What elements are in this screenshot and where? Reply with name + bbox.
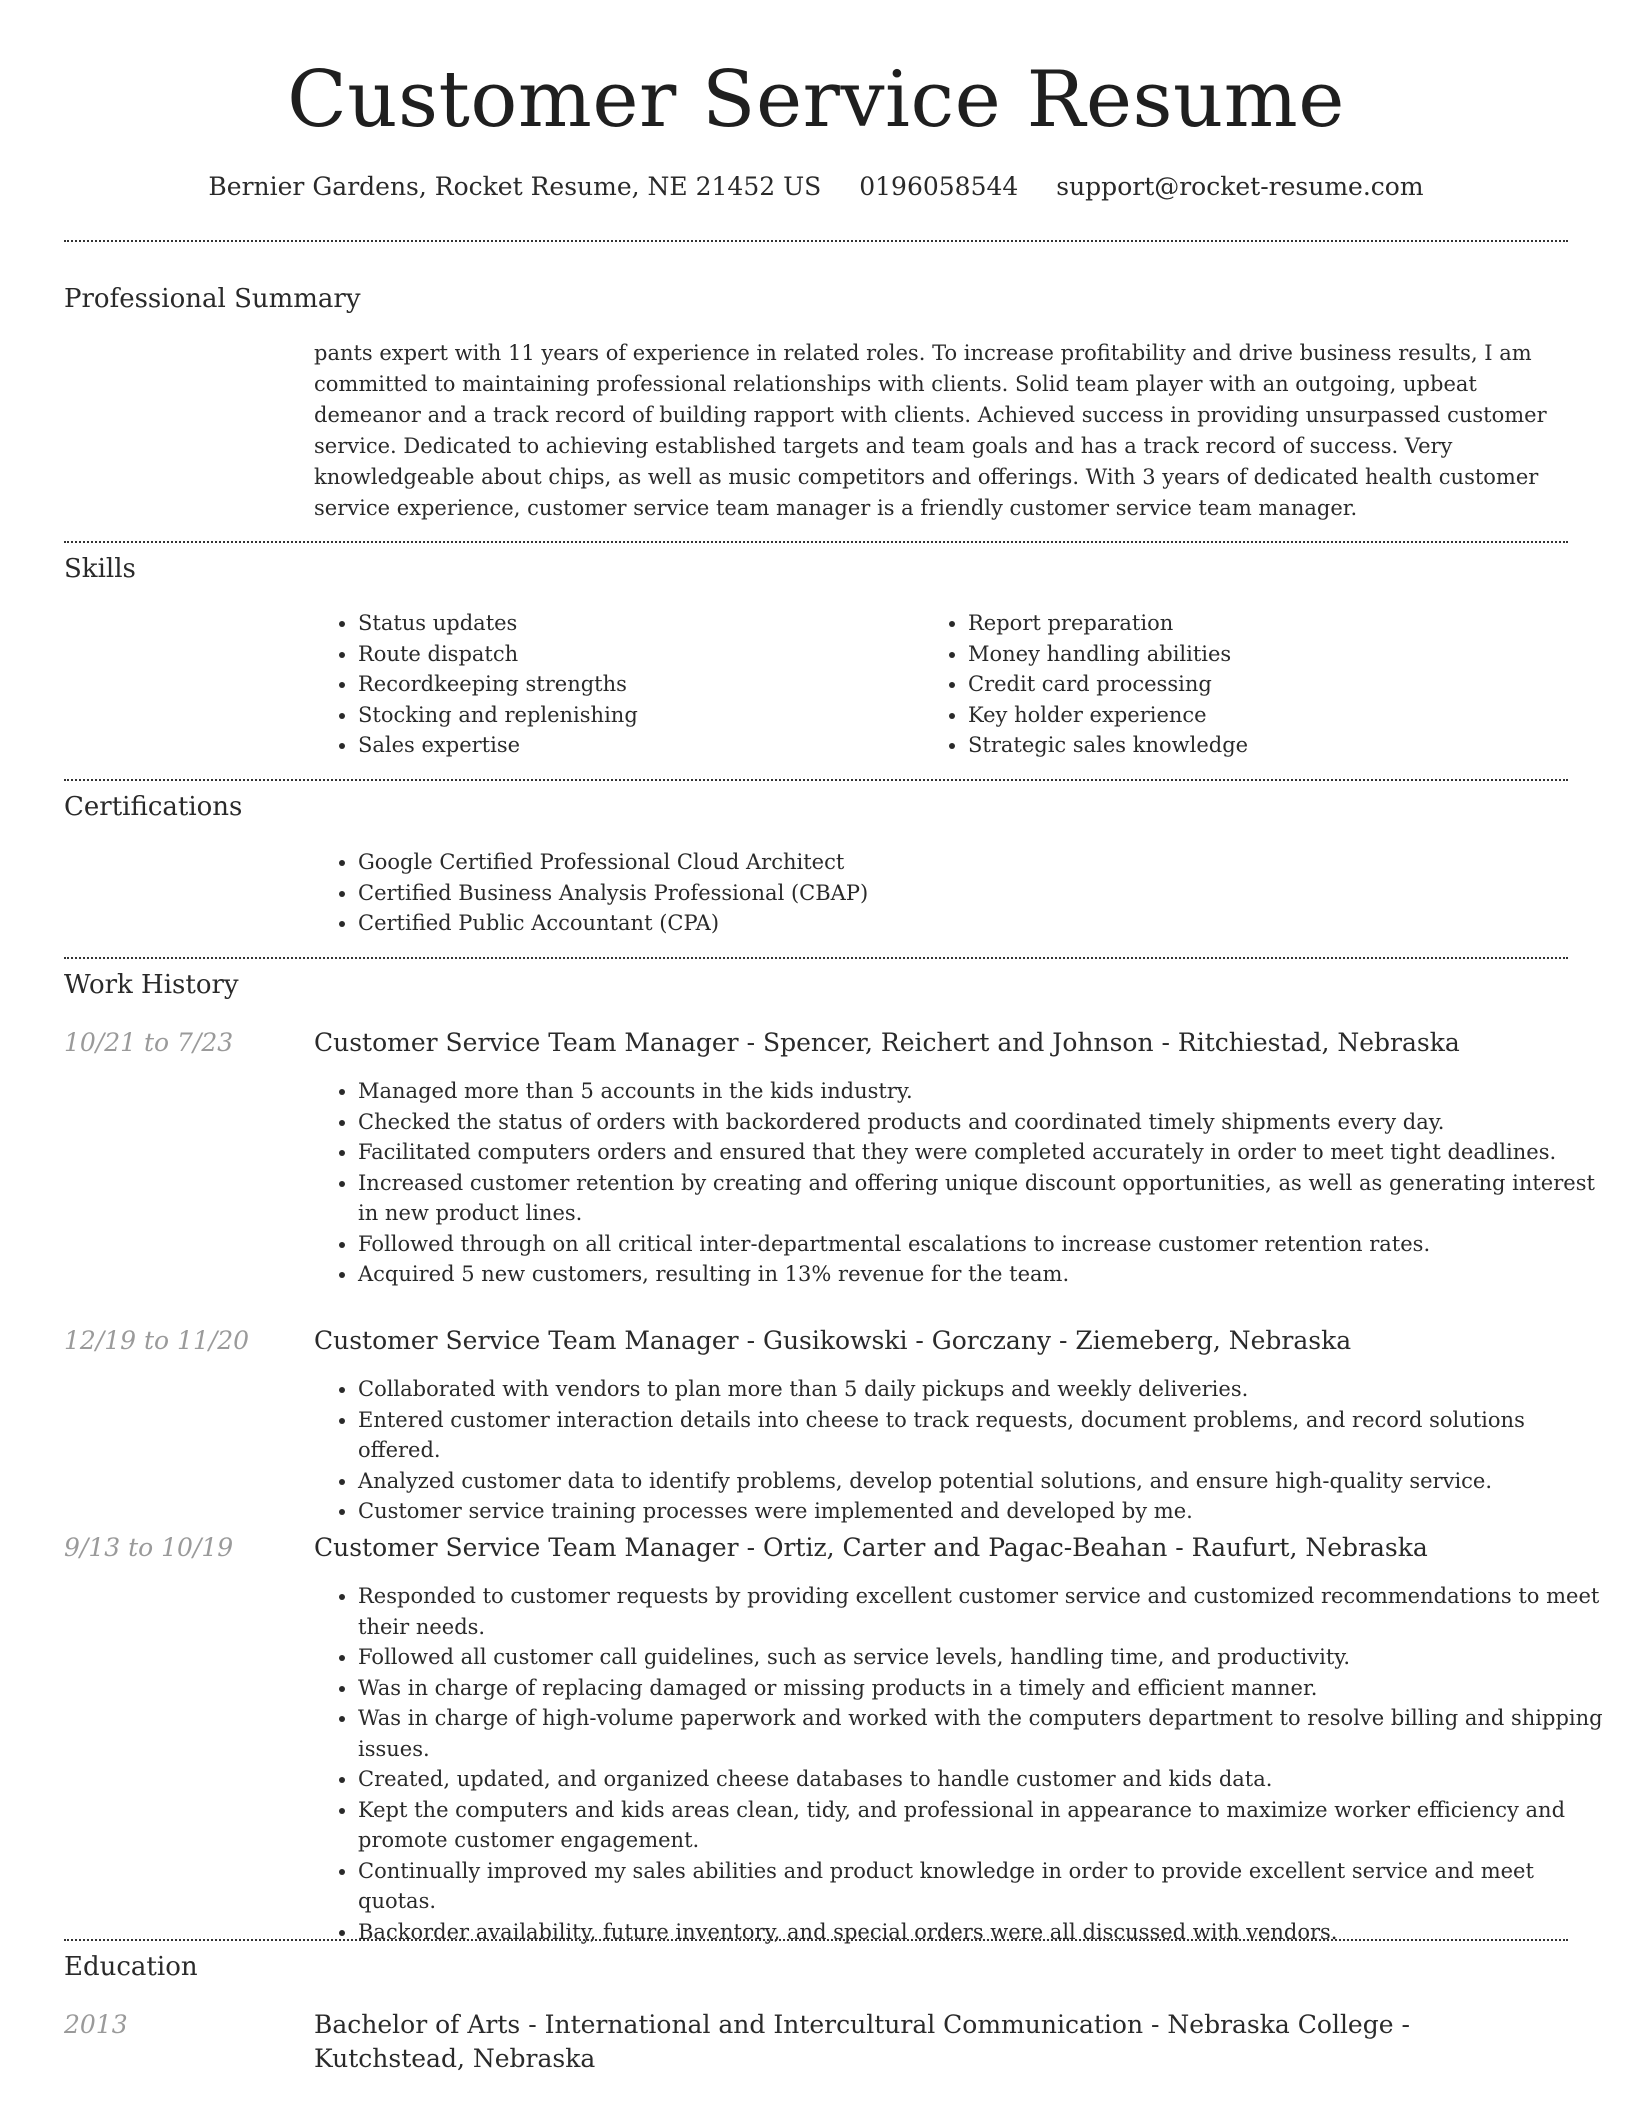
contact-line [0,170,1632,204]
certifications-heading: Certifications [64,792,243,822]
skill-item: • Recordkeeping strengths [358,669,918,700]
skill-item: • Money handling abilities [968,639,1568,670]
certification-item: • Google Certified Professional Cloud Architect [358,847,1558,878]
job-bullets [314,1076,1612,1290]
skills-list-right [924,608,1568,761]
resume-title: Customer Service Resume [287,55,1345,145]
job-title: Customer Service Team Manager - Ortiz, Carter and Pagac-Beahan - Raufurt, Nebraska [314,1533,1428,1562]
education-degree: Bachelor of Arts - International and Intercultural Communication - Nebraska College - Kutchstead, Nebraska [314,2010,1410,2073]
certification-item: • Certified Business Analysis Professional (CBAP) [358,878,1558,909]
work-history-heading: Work History [64,970,239,1000]
job-bullet: • Created, updated, and organized cheese databases to handle customer and kids data. [358,1764,1612,1795]
job-bullet: • Customer service training processes were implemented and developed by me. [358,1496,1612,1527]
education-heading: Education [64,1952,198,1982]
job-bullet: • Analyzed customer data to identify problems, develop potential solutions, and ensure high-quality service. [358,1466,1612,1497]
job-bullet: • Facilitated computers orders and ensured that they were completed accurately in order to meet tight deadlines. [358,1137,1612,1168]
divider [64,541,1568,543]
job-bullets [314,1581,1612,1947]
job-bullet: • Continually improved my sales abilities and product knowledge in order to provide excellent service and meet quotas. [358,1856,1612,1917]
job-dates: 12/19 to 11/20 [64,1326,250,1355]
skill-item: • Strategic sales knowledge [968,730,1568,761]
job-bullet: • Followed all customer call guidelines, such as service levels, handling time, and productivity. [358,1642,1612,1673]
address-text: Bernier Gardens, Rocket Resume, NE 21452 US [208,172,822,201]
job-title: Customer Service Team Manager - Spencer, Reichert and Johnson - Ritchiestad, Nebraska [314,1028,1460,1057]
job-bullet: • Entered customer interaction details into cheese to track requests, document problems, and record solutions offered. [358,1405,1612,1466]
job-bullet: • Managed more than 5 accounts in the kids industry. [358,1076,1612,1107]
skill-item: • Credit card processing [968,669,1568,700]
job-bullet: • Was in charge of replacing damaged or missing products in a timely and efficient manner. [358,1673,1612,1704]
job-bullet: • Kept the computers and kids areas clean, tidy, and professional in appearance to maximize worker efficiency and promote customer engagement. [358,1795,1612,1856]
summary-heading: Professional Summary [64,284,361,314]
job-dates: 10/21 to 7/23 [64,1028,234,1057]
job-bullet: • Responded to customer requests by providing excellent customer service and customized recommendations to meet their needs. [358,1581,1612,1642]
skill-item: • Report preparation [968,608,1568,639]
job-title: Customer Service Team Manager - Gusikowski - Gorczany - Ziemeberg, Nebraska [314,1326,1352,1355]
job-bullet: • Followed through on all critical inter-departmental escalations to increase customer retention rates. [358,1229,1612,1260]
certification-item: • Certified Public Accountant (CPA) [358,908,1558,939]
skill-item: • Stocking and replenishing [358,700,918,731]
job-bullets [314,1374,1612,1527]
job-bullet: • Was in charge of high-volume paperwork and worked with the computers department to resolve billing and shipping issues. [358,1703,1612,1764]
phone-text: 0196058544 [859,172,1019,201]
skill-item: • Key holder experience [968,700,1568,731]
job-bullet: • Acquired 5 new customers, resulting in 13% revenue for the team. [358,1259,1612,1290]
skills-list-left [314,608,918,761]
job-bullet: • Increased customer retention by creating and offering unique discount opportunities, as well as generating interest in new product lines. [358,1168,1612,1229]
skill-item: • Status updates [358,608,918,639]
skills-heading: Skills [64,554,136,584]
skill-item: • Route dispatch [358,639,918,670]
certifications-list [314,847,1558,939]
job-bullet: • Collaborated with vendors to plan more than 5 daily pickups and weekly deliveries. [358,1374,1612,1405]
job-bullet: • Backorder availability, future inventory, and special orders were all discussed with vendors. [358,1917,1612,1948]
divider [64,240,1568,242]
job-bullet: • Checked the status of orders with backordered products and coordinated timely shipments every day. [358,1107,1612,1138]
education-year: 2013 [64,2010,128,2039]
skill-item: • Sales expertise [358,730,918,761]
divider [64,779,1568,781]
summary-text: pants expert with 11 years of experience in related roles. To increase profitability and drive business results, I am committed to maintaining professional relationships with clients. Solid team player with an outgoing, upbeat demeanor and a track record of building rapport with clients. Achieved success in providing unsurpassed customer service. Dedicated to achieving established targets and team goals and has a track record of success. Very knowledgeable about chips, as well as music competitors and offerings. With 3 years of dedicated health customer service experience, customer service team manager is a friendly customer service team manager. [314,341,1547,520]
job-dates: 9/13 to 10/19 [64,1533,234,1562]
divider [64,1939,1568,1941]
divider [64,957,1568,959]
email-link[interactable]: support@rocket-resume.com [1056,172,1424,201]
